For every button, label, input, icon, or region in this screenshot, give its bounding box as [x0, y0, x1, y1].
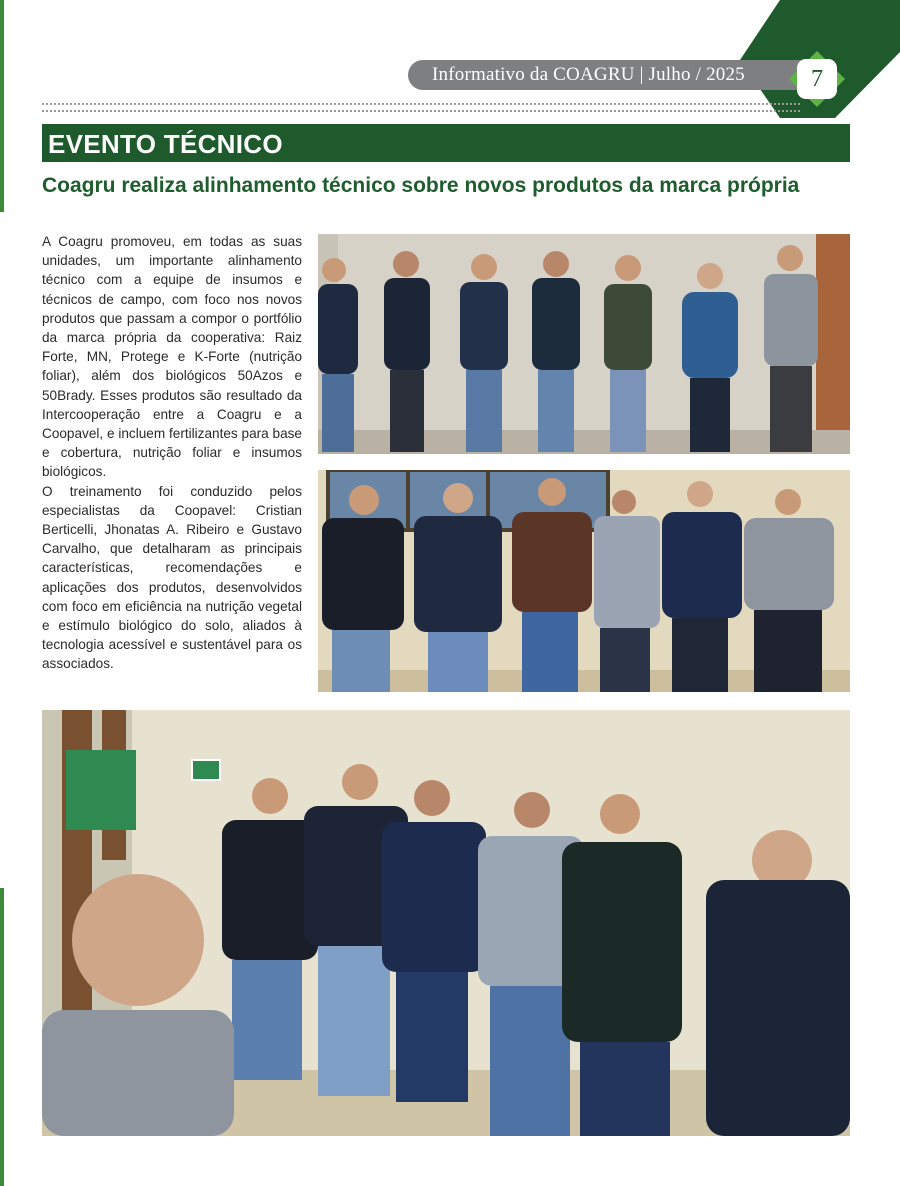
- group-photo-1: [318, 234, 850, 454]
- page-number: 7: [811, 66, 823, 92]
- article-headline: Coagru realiza alinhamento técnico sobre novos produtos da marca própria: [42, 174, 800, 197]
- publication-header: [408, 60, 810, 90]
- header-divider: [42, 103, 800, 112]
- article-paragraph-1: A Coagru promoveu, em todas as suas unidades, um importante alinhamento técnico com a equipe de insumos e técnicos de campo, com foco nos novos produtos que passam a compor o portfólio da marca própria da cooperativa: Raiz Forte, MN, Protege e K-Forte (nutrição foliar), além dos biológicos 50Azos e 50Brady. Esses produtos são resultado da Intercooperação entre a Coagru e a Coopavel, e incluem fertilizantes para base e cobertura, nutrição foliar e insumos biológicos.: [42, 234, 302, 480]
- left-accent-bar-top: [0, 0, 4, 212]
- article-body: [42, 232, 302, 674]
- group-photo-1-image: [318, 234, 850, 454]
- section-title: [42, 124, 850, 162]
- group-photo-2: [318, 470, 850, 692]
- left-accent-bar-bottom: [0, 888, 4, 1186]
- group-photo-3-image: [42, 710, 850, 1136]
- group-photo-3: [42, 710, 850, 1136]
- group-photo-2-image: [318, 470, 850, 692]
- publication-title: Informativo da COAGRU | Julho / 2025: [432, 64, 745, 85]
- section-label: EVENTO TÉCNICO: [48, 129, 283, 159]
- article-paragraph-2: O treinamento foi conduzido pelos especialistas da Coopavel: Cristian Berticelli, Jhonatas A. Ribeiro e Gustavo Carvalho, que detalharam as principais características, recomendações e aplicações dos produtos, desenvolvidos com foco em eficiência na nutrição vegetal e estímulo biológico do solo, aliados à tecnologia acessível e sustentável para os associados.: [42, 483, 302, 672]
